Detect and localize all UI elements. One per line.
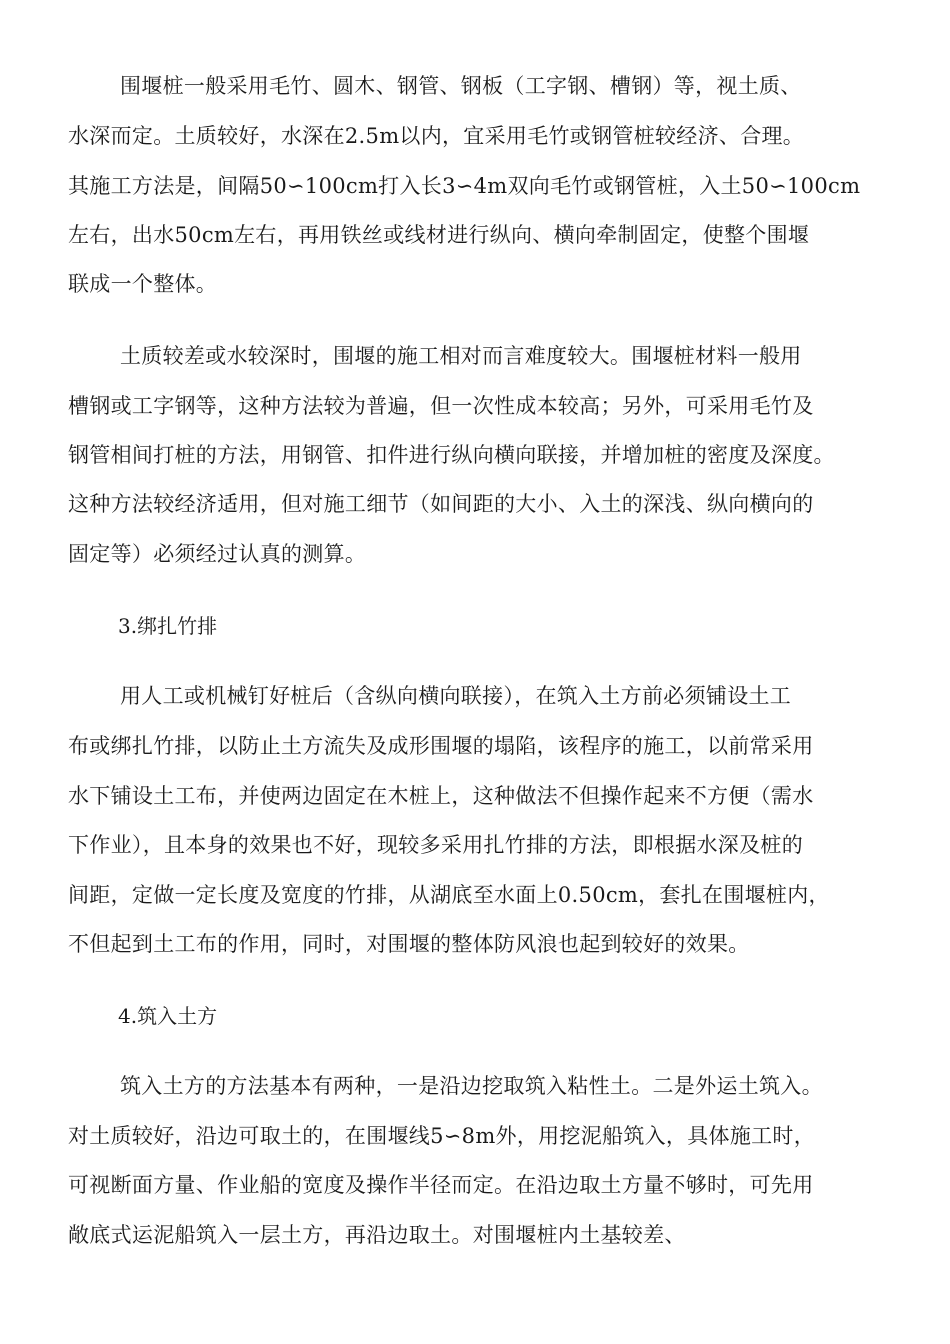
paragraph-1-line-4: 左右，出水50cm左右，再用铁丝或线材进行纵向、横向牵制固定，使整个围堰 — [68, 223, 810, 247]
paragraph-3-line-4: 下作业），且本身的效果也不好，现较多采用扎竹排的方法，即根据水深及桩的 — [68, 833, 803, 857]
paragraph-1-line-1: 围堰桩一般采用毛竹、圆木、钢管、钢板（工字钢、槽钢）等，视土质、 — [120, 74, 802, 98]
paragraph-3-line-1: 用人工或机械钉好桩后（含纵向横向联接），在筑入土方前必须铺设土工 — [120, 684, 792, 708]
section-heading-4: 4.筑入土方 — [118, 1004, 218, 1028]
paragraph-2-line-4: 这种方法较经济适用，但对施工细节（如间距的大小、入土的深浅、纵向横向的 — [68, 492, 814, 516]
paragraph-3-line-2: 布或绑扎竹排，以防止土方流失及成形围堰的塌陷，该程序的施工，以前常采用 — [68, 734, 814, 758]
paragraph-3-line-6: 不但起到土工布的作用，同时，对围堰的整体防风浪也起到较好的效果。 — [68, 932, 750, 956]
paragraph-2-line-2: 槽钢或工字钢等，这种方法较为普遍，但一次性成本较高；另外，可采用毛竹及 — [68, 394, 814, 418]
paragraph-1-line-3: 其施工方法是，间隔50∽100cm打入长3∽4m双向毛竹或钢管桩，入土50∽100cm — [68, 174, 861, 198]
paragraph-4-line-1: 筑入土方的方法基本有两种，一是沿边挖取筑入粘性土。二是外运土筑入。 — [120, 1074, 823, 1098]
paragraph-2-line-3: 钢管相间打桩的方法，用钢管、扣件进行纵向横向联接，并增加桩的密度及深度。 — [68, 443, 835, 467]
paragraph-2-line-5: 固定等）必须经过认真的测算。 — [68, 542, 367, 566]
paragraph-4-line-4: 敞底式运泥船筑入一层土方，再沿边取土。对围堰桩内土基较差、 — [68, 1223, 686, 1247]
paragraph-4-line-3: 可视断面方量、作业船的宽度及操作半径而定。在沿边取土方量不够时，可先用 — [68, 1173, 814, 1197]
paragraph-1-line-5: 联成一个整体。 — [68, 272, 218, 296]
paragraph-2-line-1: 土质较差或水较深时，围堰的施工相对而言难度较大。围堰桩材料一般用 — [120, 344, 802, 368]
paragraph-3-line-5: 间距，定做一定长度及宽度的竹排，从湖底至水面上0.50cm，套扎在围堰桩内， — [68, 883, 830, 907]
paragraph-3-line-3: 水下铺设土工布，并使两边固定在木桩上，这种做法不但操作起来不方便（需水 — [68, 784, 814, 808]
paragraph-4-line-2: 对土质较好，沿边可取土的，在围堰线5∽8m外，用挖泥船筑入，具体施工时， — [68, 1124, 816, 1148]
section-heading-3: 3.绑扎竹排 — [118, 614, 218, 638]
paragraph-1-line-2: 水深而定。土质较好，水深在2.5m以内，宜采用毛竹或钢管桩较经济、合理。 — [68, 124, 805, 148]
